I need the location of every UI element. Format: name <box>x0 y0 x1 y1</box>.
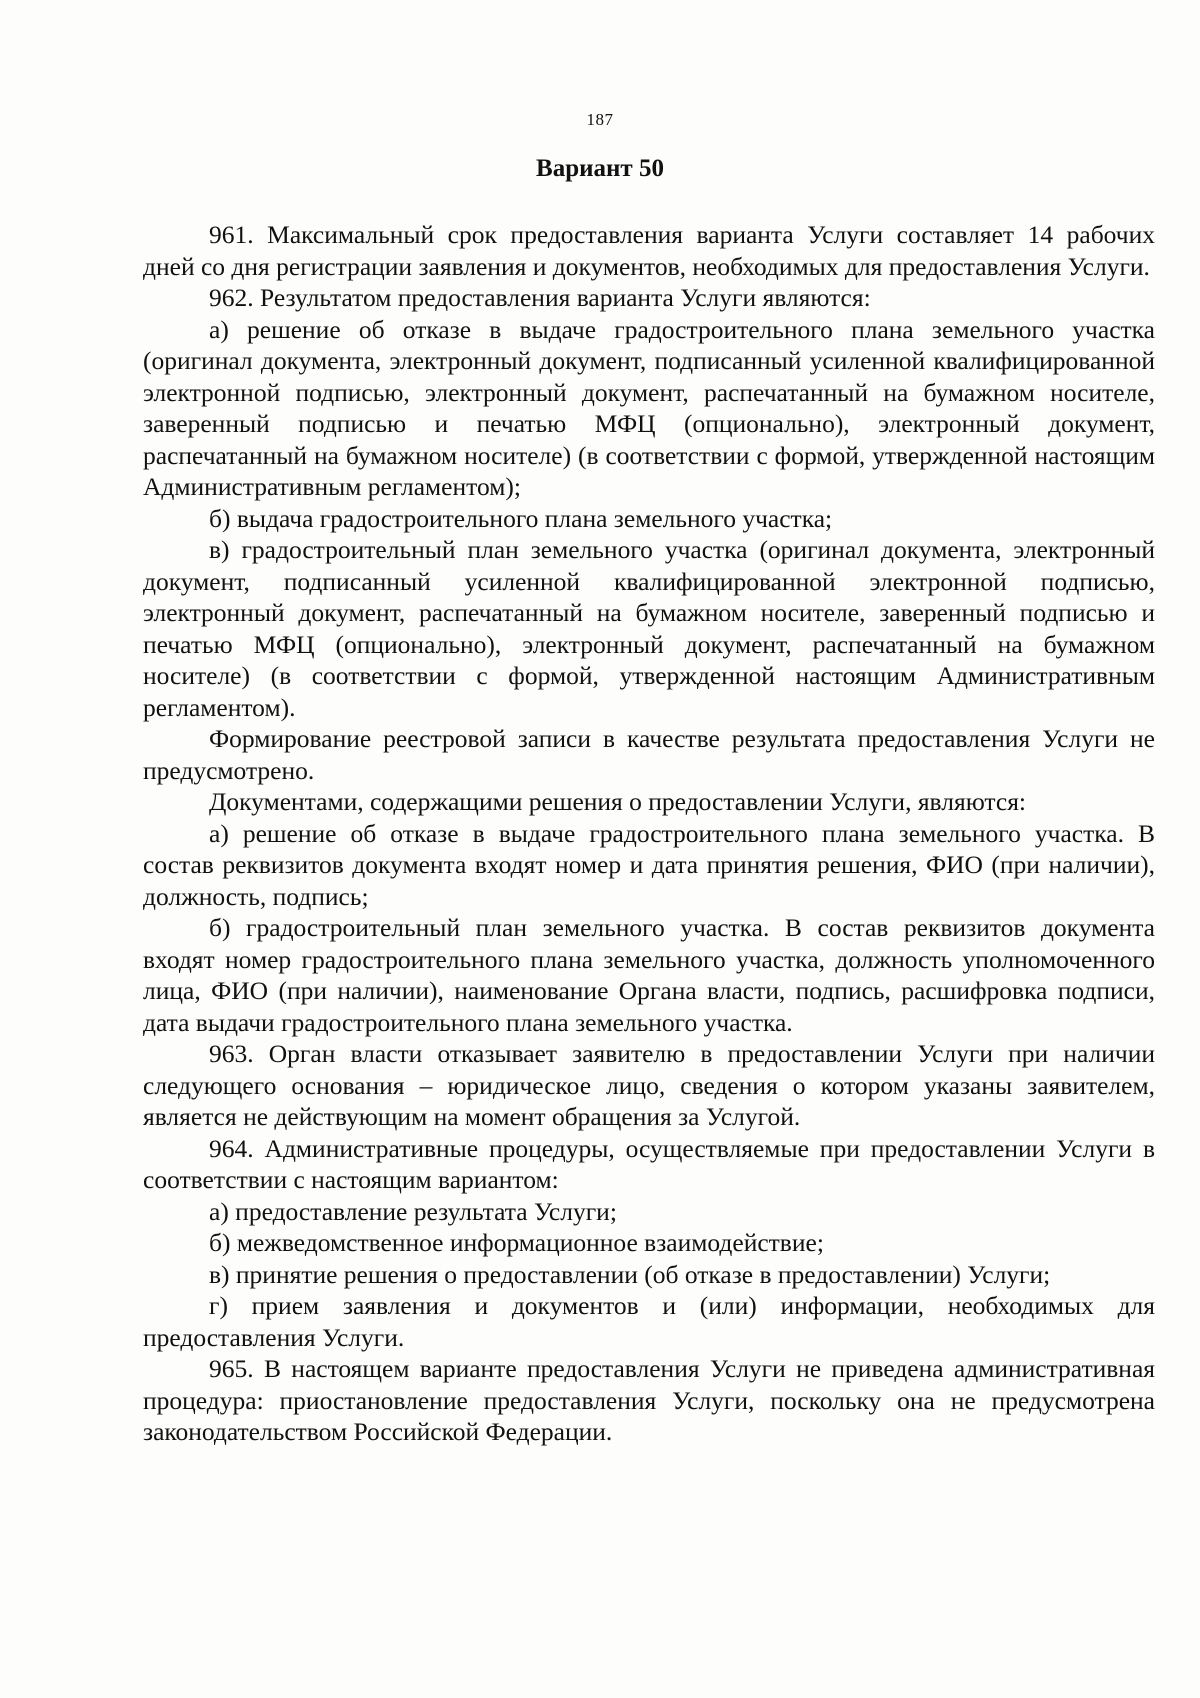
paragraph-964-b: б) межведомственное информационное взаимодействие; <box>209 1228 824 1257</box>
paragraph-964-v: в) принятие решения о предоставлении (об отказе в предоставлении) Услуги; <box>209 1259 1051 1289</box>
section-heading: Вариант 50 <box>536 155 664 182</box>
paragraph-961: 961. Максимальный срок предоставления варианта Услуги составляет 14 рабочих дней со дня регистрации заявления и документов, необходимых для предоставления Услуги. <box>143 220 1155 281</box>
paragraph-decision-documents: Документами, содержащими решения о предоставлении Услуги, являются: <box>209 787 1027 816</box>
document-body <box>143 219 1155 1448</box>
paragraph-962-a: а) решение об отказе в выдаче градостроительного плана земельного участка (оригинал документа, электронный документ, подписанный усиленной квалифицированной электронной подписью, электронный документ, распечатанный на бумажном носителе, заверенный подписью и печатью МФЦ (опционально), электронный документ, распечатанный на бумажном носителе) (в соответствии с формой, утвержденной настоящим Административным регламентом); <box>143 314 1155 501</box>
paragraph-964: 964. Административные процедуры, осуществляемые при предоставлении Услуги в соответствии с настоящим вариантом: <box>143 1133 1155 1194</box>
paragraph-962-b: б) выдача градостроительного плана земельного участка; <box>209 503 833 533</box>
paragraph-decision-a: а) решение об отказе в выдаче градостроительного плана земельного участка. В состав реквизитов документа входят номер и дата принятия решения, ФИО (при наличии), должность, подпись; <box>143 818 1155 911</box>
paragraph-decision-b: б) градостроительный план земельного участка. В состав реквизитов документа входят номер градостроительного плана земельного участка, должность уполномоченного лица, ФИО (при наличии), наименование Органа власти, подпись, расшифровка подписи, дата выдачи градостроительного плана земельного участка. <box>143 913 1155 1037</box>
paragraph-962: 962. Результатом предоставления варианта Услуги являются: <box>209 283 871 312</box>
page-number: 187 <box>586 110 614 129</box>
paragraph-962-v: в) градостроительный план земельного участка (оригинал документа, электронный документ, подписанный усиленной квалифицированной электронной подписью, электронный документ, распечатанный на бумажном носителе, заверенный подписью и печатью МФЦ (опционально), электронный документ, распечатанный на бумажном носителе) (в соответствии с формой, утвержденной настоящим Административным регламентом). <box>143 535 1155 722</box>
paragraph-965: 965. В настоящем варианте предоставления Услуги не приведена административная процедура: приостановление предоставления Услуги, поскольку она не предусмотрена законодательством Российской Федерации. <box>143 1354 1155 1446</box>
paragraph-registry-record: Формирование реестровой записи в качестве результата предоставления Услуги не предусмотрено. <box>143 724 1155 785</box>
paragraph-964-g: г) прием заявления и документов и (или) информации, необходимых для предоставления Услуги. <box>143 1291 1155 1352</box>
paragraph-964-a: а) предоставление результата Услуги; <box>209 1196 617 1226</box>
paragraph-963: 963. Орган власти отказывает заявителю в предоставлении Услуги при наличии следующего основания – юридическое лицо, сведения о котором указаны заявителем, является не действующим на момент обращения за Услугой. <box>143 1039 1155 1131</box>
